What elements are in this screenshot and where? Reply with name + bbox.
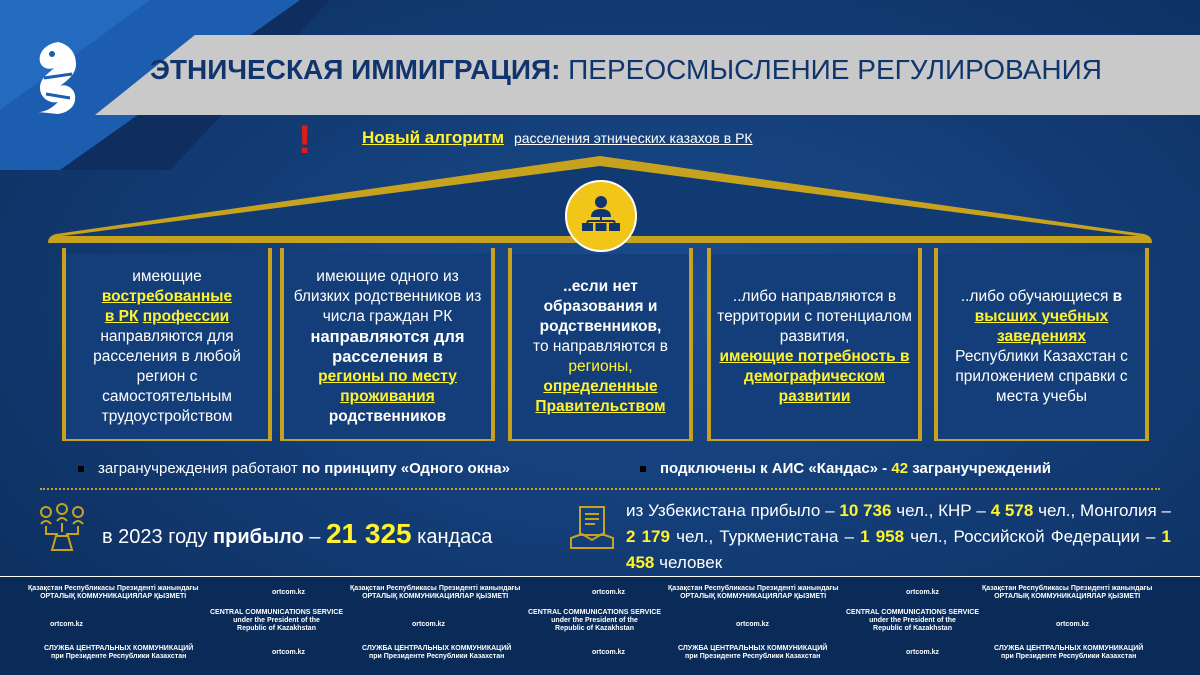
title-rest: ПЕРЕОСМЫСЛЕНИЕ РЕГУЛИРОВАНИЯ [568,54,1102,85]
col3-body: то направляются в [533,337,668,355]
footer-site-5: ortcom.kz [412,621,446,628]
footer-kz-2: Қазақстан Республикасы Президенті жанындағы ОРТАЛЫҚ КОММУНИКАЦИЯЛАР ҚЫЗМЕТІ [350,585,521,600]
footer-site-3: ortcom.kz [906,589,940,596]
bullet-right-number: 42 [891,460,909,477]
bullet-right-bold: подключены к АИС «Кандас» - [660,460,888,477]
footer-site-10: ortcom.kz [906,649,940,656]
country-num-4: 1 958 [860,527,905,546]
footer-site-4: ortcom.kz [50,621,84,628]
col2-body: имеющие одного из близких родственников из числа граждан РК [293,267,482,325]
col4-highlight: имеющие потребность в демографическом развитии [719,347,910,405]
organization-icon [565,180,637,252]
document-handshake-icon [568,504,616,552]
footer-site-9: ortcom.kz [592,649,626,656]
column-3 [512,254,689,439]
footer-site-2: ortcom.kz [592,589,626,596]
col4-body: ..либо направляются в территории с потенциалом развития, [717,287,912,345]
col3-highlight: определенные Правительством [535,377,666,415]
warning-mark: ! [298,118,312,162]
arrivals-by-country [626,498,1171,576]
column-4 [711,254,918,439]
footer-kz-3: Қазақстан Республикасы Президенті жанындағы ОРТАЛЫҚ КОММУНИКАЦИЯЛАР ҚЫЗМЕТІ [668,585,839,600]
stat-dash: – [309,526,321,548]
footer-en-1: CENTRAL COMMUNICATIONS SERVICE under the President of the Republic of Kazakhstan [210,609,344,632]
footer-ru-3: СЛУЖБА ЦЕНТРАЛЬНЫХ КОММУНИКАЦИЙ при Президенте Республики Казахстан [678,645,828,660]
stat-bold: прибыло [213,526,304,548]
country-num-5: 1 458 [626,527,1171,572]
footer-ru-4: СЛУЖБА ЦЕНТРАЛЬНЫХ КОММУНИКАЦИЙ при Президенте Республики Казахстан [994,645,1144,660]
stat-number: 21 325 [325,518,412,549]
footer-ru-2: СЛУЖБА ЦЕНТРАЛЬНЫХ КОММУНИКАЦИЙ при Президенте Республики Казахстан [362,645,512,660]
country-num-2: 4 578 [990,501,1034,520]
country-text-5: чел., Российской Федерации – [910,527,1156,546]
col1-body: направляются для расселения в любой регион с самостоятельным трудоустройством [93,327,241,425]
column-5 [938,254,1145,439]
bullet-kandas-system [640,460,1051,477]
footer-ru-1: СЛУЖБА ЦЕНТРАЛЬНЫХ КОММУНИКАЦИЙ при Президенте Республики Казахстан [44,645,194,660]
col2-highlight: регионы по месту проживания [318,367,457,405]
col1-line1: имеющие [132,267,202,285]
footer-en-3: CENTRAL COMMUNICATIONS SERVICE under the President of the Republic of Kazakhstan [846,609,980,632]
title-bold: ЭТНИЧЕСКАЯ ИММИГРАЦИЯ: [150,54,561,85]
footer-site-7: ortcom.kz [1056,621,1090,628]
country-text-1: из Узбекистана прибыло – [626,501,835,520]
dotted-divider [40,488,1160,490]
country-text-2: чел., КНР – [896,501,986,520]
subtitle-bold: Новый алгоритм [362,128,505,147]
country-num-1: 10 736 [839,501,892,520]
col1-highlight3: профессии [142,307,230,325]
country-text-3: чел., Монголия – [1038,501,1171,520]
footer-kz-4: Қазақстан Республикасы Президенті жанындағы ОРТАЛЫҚ КОММУНИКАЦИЯЛАР ҚЫЗМЕТІ [982,585,1153,600]
country-text-6: человек [659,553,723,572]
col2-bold: направляются для расселения в [310,327,465,366]
bullet-right-rest: загранучреждений [912,460,1051,477]
col1-highlight2: в РК [104,307,139,325]
footer-kz-1: Қазақстан Республикасы Президенті жанындағы ОРТАЛЫҚ КОММУНИКАЦИЯЛАР ҚЫЗМЕТІ [28,585,199,600]
col3-regions: регионы, [568,357,633,375]
arrivals-total [102,518,492,550]
col1-highlight1: востребованные [101,287,233,305]
col5-highlight: высших учебных заведениях [974,307,1109,345]
subtitle-rest: расселения этнических казахов в РК [513,130,753,146]
stat-post: кандаса [417,526,493,548]
footer-site-1: ortcom.kz [272,589,306,596]
country-text-4: чел., Туркменистана – [676,527,854,546]
col3-bold: ..если нет образования и родственников, [539,277,662,335]
column-1 [66,254,268,439]
country-num-3: 2 179 [626,527,670,546]
people-network-icon [36,502,88,554]
bullet-left-bold: по принципу «Одного окна» [301,460,510,477]
bullet-one-window [78,460,510,477]
col5-body: Республики Казахстан с приложением справки с места учебы [955,347,1128,405]
col5-in: в [1112,287,1123,305]
bullet-left-text: загранучреждения работают [98,460,298,477]
footer-site-6: ortcom.kz [736,621,770,628]
footer-en-2: CENTRAL COMMUNICATIONS SERVICE under the President of the Republic of Kazakhstan [528,609,662,632]
stat-pre: в 2023 году [102,526,208,548]
column-2 [284,254,491,439]
footer-watermark [0,576,1200,675]
col5-line1: ..либо обучающиеся [960,287,1109,305]
col2-end: родственников [328,407,447,425]
footer-site-8: ortcom.kz [272,649,306,656]
